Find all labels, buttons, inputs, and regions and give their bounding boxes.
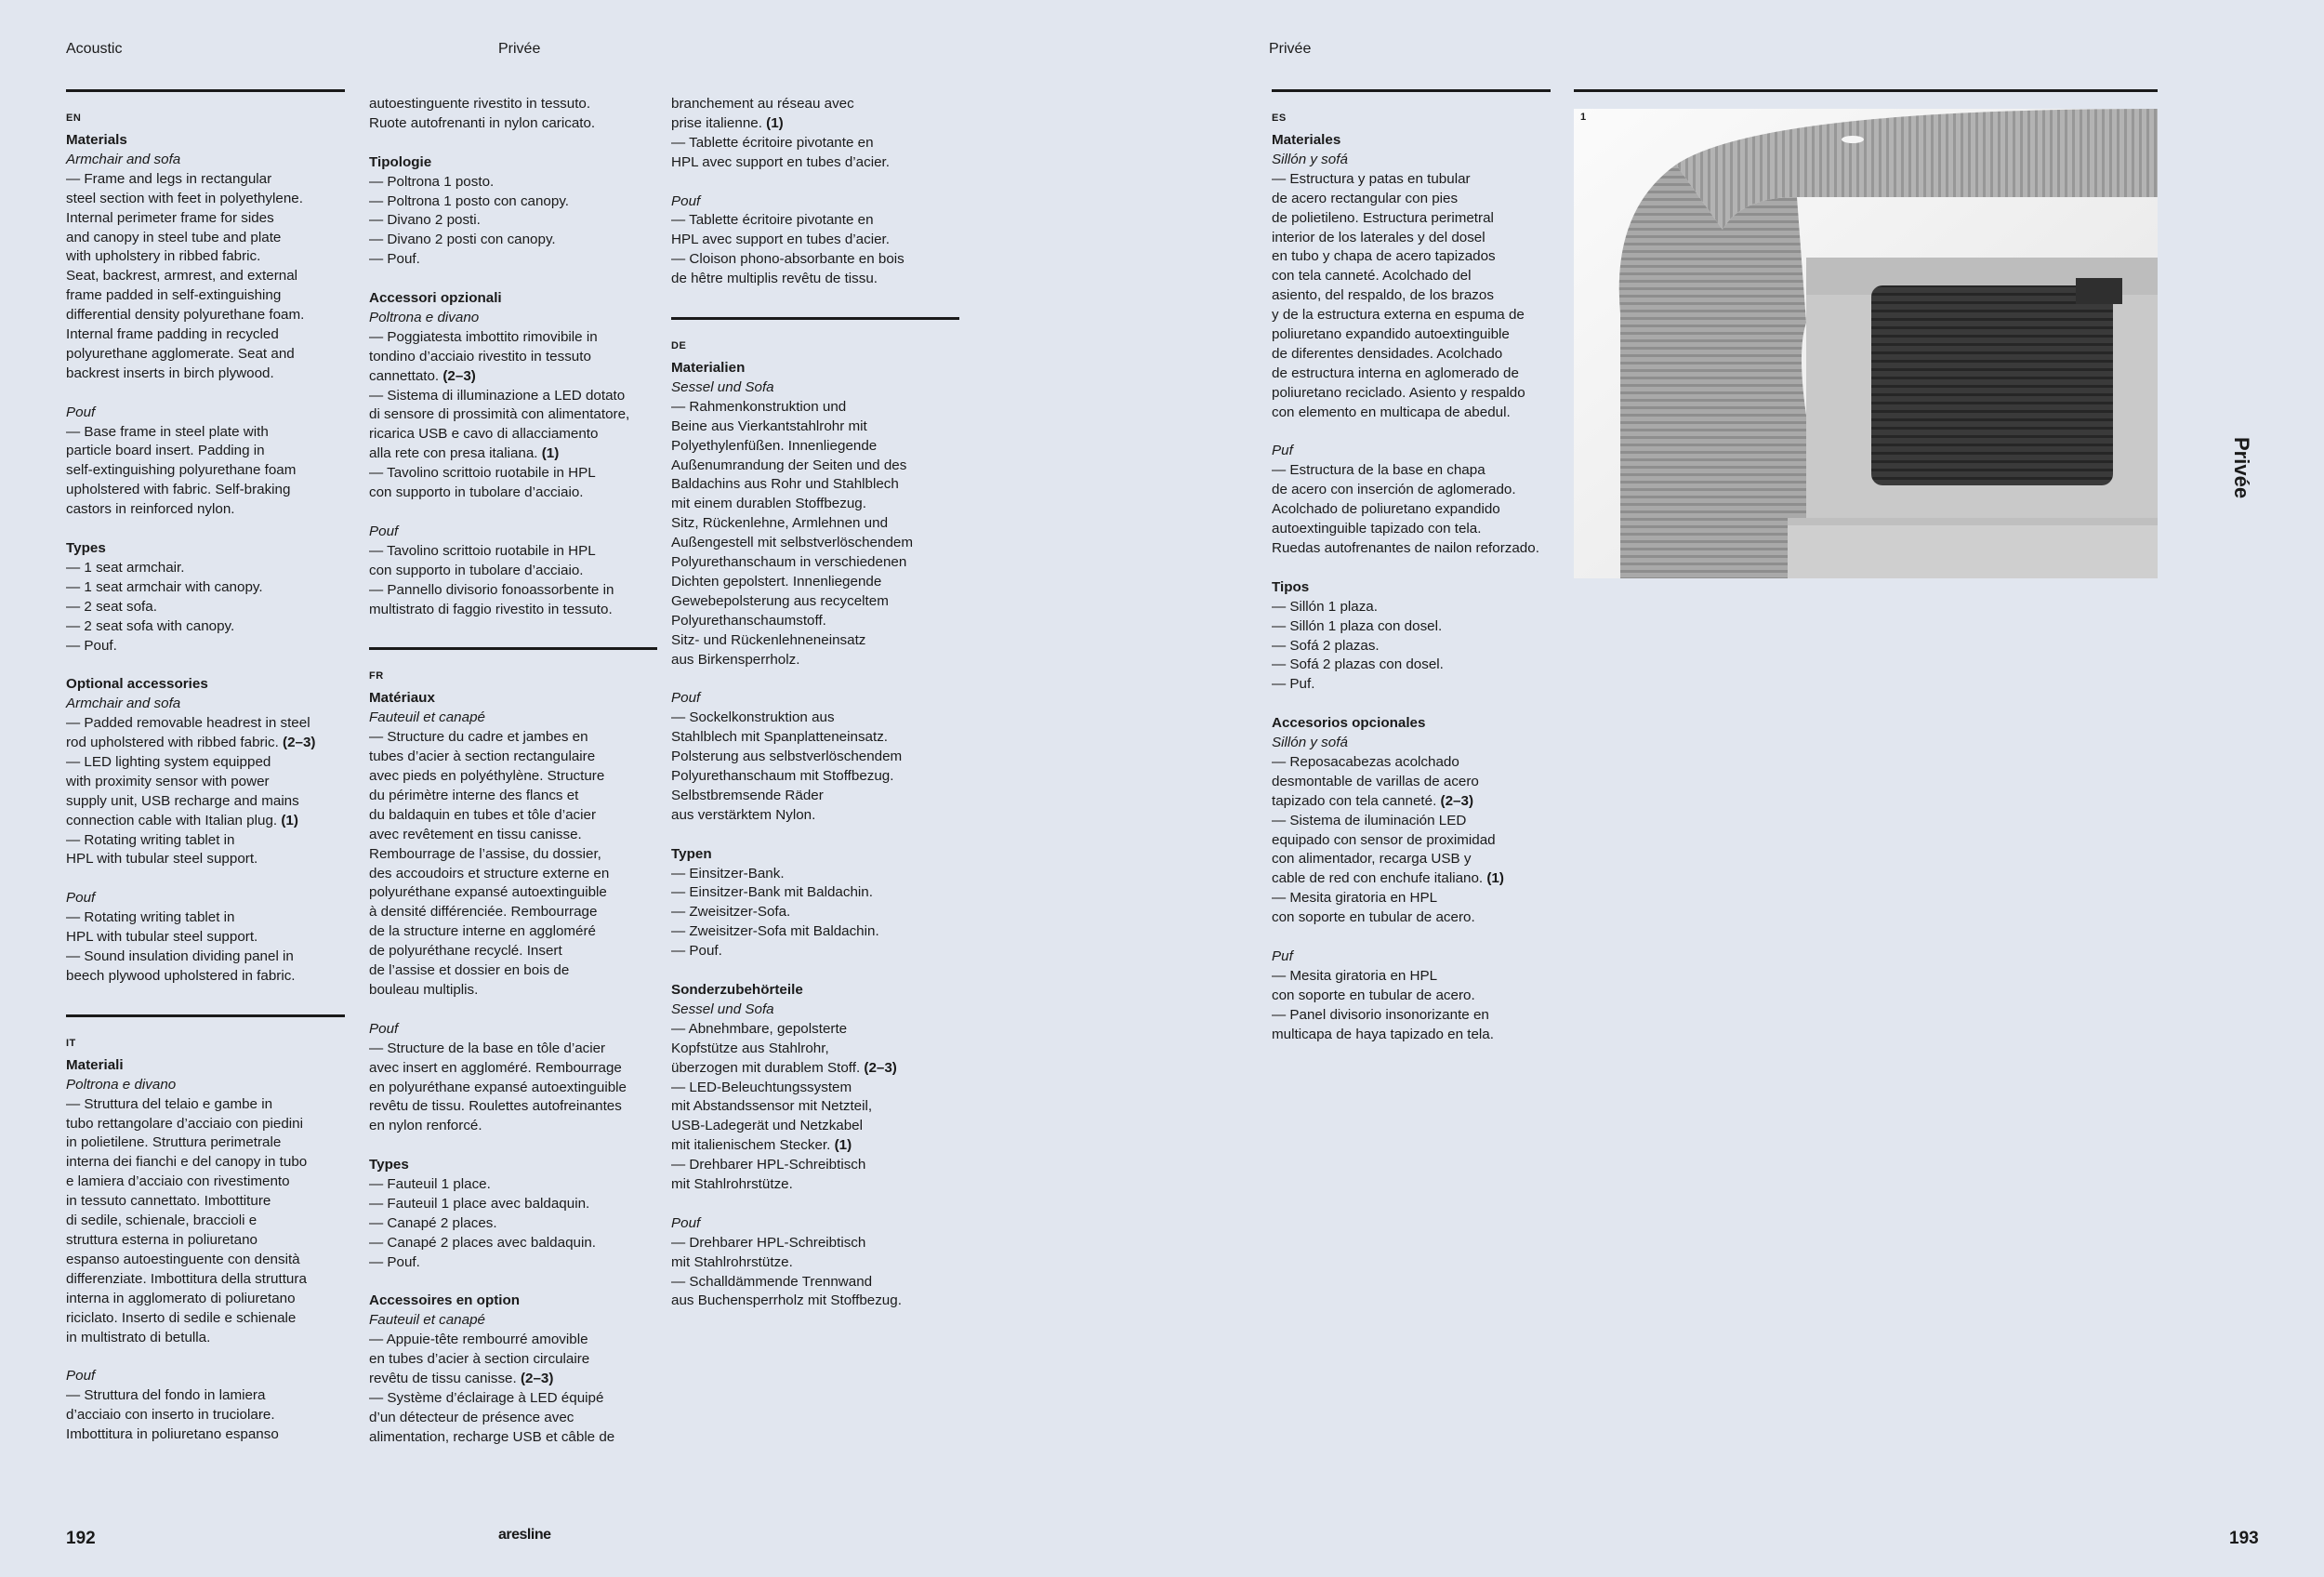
text-line: — Pouf. [369, 1253, 420, 1270]
text-line: en polyuréthane expansé autoextinguible [369, 1079, 627, 1095]
text-line: multistrato di faggio rivestito in tessuto. [369, 601, 613, 617]
text-line: — 1 seat armchair with canopy. [66, 578, 263, 595]
divider [1272, 89, 1551, 92]
text-line: interna dei fianchi e del canopy in tubo [66, 1154, 308, 1171]
it-materials-title: Materiali [66, 1056, 124, 1073]
text-line: de l’assise et dossier en bois de [369, 962, 570, 979]
text-line: in tessuto cannettato. Imbottiture [66, 1193, 271, 1210]
text-line: en nylon renforcé. [369, 1118, 482, 1134]
en-optional-line: rod upholstered with ribbed fabric. (2–3) [66, 735, 316, 751]
page-number-left: 192 [66, 1529, 96, 1548]
it-optional-line: ricarica USB e cavo di allacciamento [369, 426, 599, 443]
de-optional-pouf-lines [671, 1234, 959, 1312]
fr-optional-line: — Système d’éclairage à LED équipé [369, 1390, 604, 1406]
text-line: de polyuréthane recyclé. Insert [369, 943, 562, 960]
en-optional-line: HPL with tubular steel support. [66, 851, 258, 868]
fr-optional-line: alimentation, recharge USB et câble de [369, 1428, 615, 1445]
text-line: and canopy in steel tube and plate [66, 229, 282, 245]
en-optional-pouf-lines [66, 908, 345, 987]
text-line: Stahlblech mit Spanplatteneinsatz. [671, 729, 889, 746]
text-line: — Panel divisorio insonorizante en [1272, 1006, 1489, 1023]
page-title-right: Privée [1269, 41, 1312, 57]
text-line: e lamiera d’acciaio con rivestimento [66, 1173, 290, 1190]
text-line: Gewebepolsterung aus recyceltem [671, 592, 889, 609]
text-line: mit einem durablen Stoffbezug. [671, 496, 866, 512]
figure-number: 1 [1580, 112, 1587, 123]
text-line: — Sofá 2 plazas. [1272, 637, 1380, 654]
text-line: en tubo y chapa de acero tapizados [1272, 248, 1496, 265]
text-line: steel section with feet in polyethylene. [66, 190, 303, 206]
es-optional-line: cable de red con enchufe italiano. (1) [1272, 870, 1504, 887]
text-line: bouleau multiplis. [369, 982, 479, 999]
text-line: du baldaquin en tubes et tôle d’acier [369, 806, 597, 823]
es-optional-line: — Sistema de iluminación LED [1272, 812, 1467, 828]
en-materials-lines [66, 170, 345, 384]
text-line: frame padded in self-extinguishing [66, 287, 282, 304]
brand-logo: aresline [498, 1527, 551, 1543]
fr-continued-line: HPL avec support en tubes d’acier. [671, 153, 890, 170]
it-optional-line: — Tavolino scrittoio ruotabile in HPL [369, 465, 596, 482]
text-line: — Einsitzer-Bank mit Baldachin. [671, 884, 873, 901]
section-label: Acoustic [66, 41, 123, 57]
es-materials-title: Materiales [1272, 132, 1341, 148]
text-line: riciclato. Inserto di sedile e schienale [66, 1309, 297, 1326]
de-optional-line: USB-Ladegerät und Netzkabel [671, 1118, 864, 1134]
es-materials-lines [1272, 170, 1551, 423]
text-line: castors in reinforced nylon. [66, 501, 235, 518]
text-line: Seat, backrest, armrest, and external [66, 268, 298, 285]
text-line: aus Buchensperrholz mit Stoffbezug. [671, 1292, 902, 1309]
text-line: aus verstärktem Nylon. [671, 806, 816, 823]
text-line: — Estructura de la base en chapa [1272, 462, 1486, 479]
fr-optional-line: — Appuie-tête rembourré amovible [369, 1332, 588, 1348]
text-line: — Divano 2 posti. [369, 212, 481, 229]
de-optional-line: mit italienischem Stecker. (1) [671, 1137, 852, 1154]
text-line: particle board insert. Padding in [66, 443, 265, 459]
it-optional-line: — Poggiatesta imbottito rimovibile in [369, 328, 598, 345]
text-line: — Structure de la base en tôle d’acier [369, 1040, 606, 1056]
text-line: Selbstbremsende Räder [671, 787, 824, 803]
fr-types-title: Types [369, 1157, 409, 1173]
text-line: Polyurethanschaum in verschiedenen [671, 554, 907, 571]
text-line: self-extinguishing polyurethane foam [66, 462, 297, 479]
text-line: beech plywood upholstered in fabric. [66, 967, 296, 984]
es-optional-line: — Reposacabezas acolchado [1272, 753, 1459, 770]
divider [66, 89, 345, 92]
text-line: — 1 seat armchair. [66, 559, 185, 576]
it-optional-line: di sensore di prossimità con alimentatore, [369, 406, 630, 423]
text-line: — Zweisitzer-Sofa. [671, 904, 791, 921]
en-optional-line: — LED lighting system equipped [66, 753, 271, 770]
de-optional-line: — Abnehmbare, gepolsterte [671, 1020, 848, 1037]
es-pouf-subtitle: Puf [1272, 443, 1293, 459]
it-materials-lines [66, 1095, 345, 1348]
text-line: Polyurethanschaum mit Stoffbezug. [671, 768, 894, 785]
text-line: Ruedas autofrenantes de nailon reforzado. [1272, 540, 1539, 557]
it-materials-subtitle: Poltrona e divano [66, 1076, 177, 1093]
en-optional-line: with proximity sensor with power [66, 773, 270, 789]
text-line: — Fauteuil 1 place. [369, 1176, 491, 1193]
lang-tag-fr: FR [369, 670, 384, 682]
text-line: in multistrato di betulla. [66, 1329, 211, 1345]
text-line: — Struttura del fondo in lamiera [66, 1387, 266, 1404]
text-line: de acero con inserción de aglomerado. [1272, 482, 1516, 498]
text-line: — 2 seat sofa with canopy. [66, 617, 235, 634]
it-optional-line: — Sistema di illuminazione a LED dotato [369, 387, 626, 404]
it-optional-line: alla rete con presa italiana. (1) [369, 445, 560, 462]
text-line: tubo rettangolare d’acciaio con piedini [66, 1115, 303, 1132]
fr-continued-line: prise italienne. (1) [671, 114, 784, 131]
text-line: — Structure du cadre et jambes en [369, 729, 588, 746]
text-line: interna in agglomerato di poliuretano [66, 1290, 296, 1306]
fr-optional-title: Accessoires en option [369, 1292, 521, 1309]
text-line: — Tablette écritoire pivotante en [671, 212, 874, 229]
fr-optional-line: revêtu de tissu canisse. (2–3) [369, 1371, 554, 1387]
text-line: multicapa de haya tapizado en tela. [1272, 1026, 1494, 1042]
text-line: — Sillón 1 plaza. [1272, 598, 1378, 615]
text-line: interior de los laterales y del dosel [1272, 229, 1486, 245]
en-pouf-subtitle: Pouf [66, 404, 96, 420]
text-line: Acolchado de poliuretano expandido [1272, 501, 1500, 518]
en-types-title: Types [66, 540, 106, 556]
text-line: aus Birkensperrholz. [671, 651, 800, 668]
text-line: revêtu de tissu. Roulettes autofreinantes [369, 1098, 622, 1115]
text-line: Polyurethanschaumstoff. [671, 612, 826, 629]
text-line: Imbottitura in poliuretano espanso [66, 1426, 279, 1443]
figure-ref: (2–3) [864, 1059, 897, 1076]
en-pouf-lines [66, 423, 345, 521]
text-line: — Mesita giratoria en HPL [1272, 967, 1438, 984]
figure-ref: (1) [541, 445, 560, 462]
fr-types-lines [369, 1175, 657, 1273]
de-types-title: Typen [671, 845, 712, 862]
es-optional-line: tapizado con tela canneté. (2–3) [1272, 792, 1474, 809]
text-line: asiento, del respaldo, de los brazos [1272, 287, 1494, 304]
fr-optional-line: en tubes d’acier à section circulaire [369, 1351, 590, 1368]
it-types-lines [369, 173, 657, 271]
de-materials-title: Materialien [671, 360, 746, 377]
text-line: in polietilene. Struttura perimetrale [66, 1134, 282, 1151]
es-optional-title: Accesorios opcionales [1272, 715, 1426, 732]
text-line: — Cloison phono-absorbante en bois [671, 251, 905, 268]
de-optional-line: mit Abstandssensor mit Netzteil, [671, 1098, 873, 1115]
text-line: upholstered with fabric. Self-braking [66, 482, 291, 498]
en-optional-line: — Rotating writing tablet in [66, 831, 235, 848]
en-optional-subtitle: Armchair and sofa [66, 696, 181, 712]
page-number-right: 193 [2229, 1529, 2259, 1548]
column-1 [66, 89, 345, 1445]
en-optional-line: supply unit, USB recharge and mains [66, 792, 299, 809]
de-materials-subtitle: Sessel und Sofa [671, 378, 774, 395]
column-4 [1272, 89, 1551, 1045]
es-pouf-lines [1272, 461, 1551, 559]
text-line: mit Stahlrohrstütze. [671, 1253, 793, 1270]
text-line: autoestinguente rivestito in tessuto. [369, 96, 591, 112]
text-line: Dichten gepolstert. Innenliegende [671, 574, 882, 590]
en-optional-line: connection cable with Italian plug. (1) [66, 812, 298, 828]
it-optional-line: con supporto in tubolare d’acciaio. [369, 484, 584, 501]
text-line: de hêtre multiplis revêtu de tissu. [671, 271, 878, 287]
de-pouf-lines [671, 709, 959, 825]
photo-top-rule [1574, 89, 2158, 92]
text-line: — Sillón 1 plaza con dosel. [1272, 617, 1443, 634]
figure-ref: (2–3) [283, 735, 316, 751]
en-optional-pouf-subtitle: Pouf [66, 890, 96, 907]
de-optional-line: mit Stahlrohrstütze. [671, 1176, 793, 1193]
en-materials-subtitle: Armchair and sofa [66, 151, 181, 167]
text-line: — Frame and legs in rectangular [66, 170, 272, 187]
es-optional-pouf-subtitle: Puf [1272, 948, 1293, 964]
vertical-section-title: Privée [2230, 437, 2253, 499]
text-line: struttura esterna in poliuretano [66, 1231, 257, 1248]
fr-materials-lines [369, 728, 657, 1001]
text-line: y de la estructura externa en espuma de [1272, 307, 1525, 324]
fr-materials-subtitle: Fauteuil et canapé [369, 709, 485, 726]
booth-photo-illustration [1574, 109, 2158, 578]
text-line: — Schalldämmende Trennwand [671, 1273, 873, 1290]
text-line: Polyethylenfüßen. Innenliegende [671, 437, 878, 454]
text-line: de polietileno. Estructura perimetral [1272, 209, 1494, 226]
text-line: Sitz- und Rückenlehneneinsatz [671, 631, 866, 648]
text-line: con soporte en tubular de acero. [1272, 987, 1475, 1003]
text-line: du périmètre interne des flancs et [369, 787, 579, 803]
text-line: differential density polyurethane foam. [66, 307, 305, 324]
text-line: Außengestell mit selbstverlöschendem [671, 535, 913, 551]
divider [369, 647, 657, 650]
es-types-title: Tipos [1272, 578, 1310, 595]
figure-ref: (2–3) [520, 1371, 554, 1387]
column-2 [369, 95, 657, 1448]
text-line: — Pannello divisorio fonoassorbente in [369, 581, 614, 598]
it-optional-subtitle: Poltrona e divano [369, 309, 480, 325]
it-types-title: Tipologie [369, 153, 432, 170]
text-line: — Rotating writing tablet in [66, 909, 235, 926]
text-line: con supporto in tubolare d’acciaio. [369, 562, 584, 578]
de-materials-lines [671, 398, 959, 670]
de-optional-line: — LED-Beleuchtungssystem [671, 1079, 852, 1095]
de-types-lines [671, 865, 959, 962]
text-line: — Einsitzer-Bank. [671, 865, 785, 881]
text-line: polyuréthane expansé autoextinguible [369, 884, 607, 901]
text-line: — Canapé 2 places. [369, 1214, 497, 1231]
it-optional-line: tondino d’acciaio rivestito in tessuto [369, 348, 591, 364]
fr-pouf-subtitle: Pouf [369, 1020, 399, 1037]
text-line: — Base frame in steel plate with [66, 423, 269, 440]
it-continued-lines [369, 95, 657, 134]
text-line: avec insert en aggloméré. Rembourrage [369, 1059, 622, 1076]
figure-ref: (1) [834, 1137, 852, 1154]
fr-optional-subtitle: Fauteuil et canapé [369, 1312, 485, 1329]
text-line: — Pouf. [66, 637, 117, 654]
text-line: Sitz, Rückenlehne, Armlehnen und [671, 515, 889, 532]
text-line: — Pouf. [369, 251, 420, 268]
text-line: à densité différenciée. Rembourrage [369, 904, 598, 921]
text-line: Ruote autofrenanti in nylon caricato. [369, 114, 596, 131]
text-line: — Pouf. [671, 943, 722, 960]
text-line: — Puf. [1272, 676, 1315, 693]
it-optional-pouf-subtitle: Pouf [369, 523, 399, 539]
divider [671, 317, 959, 320]
figure-ref: (2–3) [1440, 792, 1474, 809]
text-line: HPL with tubular steel support. [66, 929, 258, 946]
text-line: autoextinguible tapizado con tela. [1272, 521, 1482, 537]
fr-pouf-lines [369, 1040, 657, 1137]
text-line: HPL avec support en tubes d’acier. [671, 232, 890, 248]
it-optional-line: cannettato. (2–3) [369, 367, 476, 384]
lang-tag-en: EN [66, 113, 82, 124]
text-line: de estructura interna en aglomerado de [1272, 364, 1519, 381]
de-optional-title: Sonderzubehörteile [671, 982, 803, 998]
text-line: de acero rectangular con pies [1272, 190, 1459, 206]
text-line: espanso autoestinguente con densità [66, 1251, 300, 1267]
text-line: Rembourrage de l’assise, du dossier, [369, 845, 601, 862]
text-line: di sedile, schienale, braccioli e [66, 1213, 257, 1229]
es-optional-subtitle: Sillón y sofá [1272, 735, 1348, 751]
figure-ref: (2–3) [442, 367, 476, 384]
text-line: — Sockelkonstruktion aus [671, 709, 835, 726]
it-optional-pouf-lines [369, 542, 657, 620]
text-line: poliuretano reciclado. Asiento y respaldo [1272, 384, 1525, 401]
text-line: — 2 seat sofa. [66, 598, 157, 615]
text-line: avec pieds en polyéthylène. Structure [369, 768, 605, 785]
text-line: — Sound insulation dividing panel in [66, 948, 294, 964]
text-line: — Fauteuil 1 place avec baldaquin. [369, 1195, 590, 1212]
text-line: — Estructura y patas en tubular [1272, 170, 1471, 187]
text-line: — Drehbarer HPL-Schreibtisch [671, 1234, 866, 1251]
it-pouf-subtitle: Pouf [66, 1368, 96, 1385]
fr-optional-pouf-subtitle: Pouf [671, 192, 701, 209]
text-line: avec revêtement en tissu canisse. [369, 826, 582, 842]
column-3 [671, 95, 959, 1311]
text-line: Beine aus Vierkantstahlrohr mit [671, 417, 867, 434]
fr-materials-title: Matériaux [369, 690, 435, 707]
figure-ref: (1) [281, 812, 298, 828]
de-optional-line: — Drehbarer HPL-Schreibtisch [671, 1157, 866, 1173]
lang-tag-es: ES [1272, 113, 1287, 124]
es-optional-line: con soporte en tubular de acero. [1272, 909, 1475, 926]
text-line: with upholstery in ribbed fabric. [66, 248, 261, 265]
text-line: — Poltrona 1 posto con canopy. [369, 192, 570, 209]
es-types-lines [1272, 598, 1551, 696]
text-line: des accoudoirs et structure externe en [369, 865, 610, 881]
de-optional-line: überzogen mit durablem Stoff. (2–3) [671, 1059, 897, 1076]
page-title-left: Privée [498, 41, 541, 57]
text-line: polyurethane agglomerate. Seat and [66, 345, 295, 362]
fr-optional-line: d’un détecteur de présence avec [369, 1409, 574, 1425]
es-optional-pouf-lines [1272, 967, 1551, 1045]
text-line: Außenumrandung der Seiten und des [671, 457, 907, 473]
text-line: poliuretano expandido autoextinguible [1272, 326, 1510, 343]
de-pouf-subtitle: Pouf [671, 690, 701, 707]
text-line: — Rahmenkonstruktion und [671, 398, 847, 415]
text-line: — Tavolino scrittoio ruotabile in HPL [369, 542, 596, 559]
en-optional-title: Optional accessories [66, 676, 208, 693]
divider [66, 1014, 345, 1017]
text-line: con tela canneté. Acolchado del [1272, 268, 1472, 285]
en-optional-line: — Padded removable headrest in steel [66, 715, 310, 732]
text-line: differenziate. Imbottitura della struttura [66, 1270, 307, 1287]
text-line: tubes d’acier à section rectangulaire [369, 749, 596, 765]
es-optional-line: desmontable de varillas de acero [1272, 773, 1479, 789]
text-line: Internal frame padding in recycled [66, 326, 279, 343]
it-optional-title: Accessori opzionali [369, 290, 502, 307]
text-line: — Canapé 2 places avec baldaquin. [369, 1234, 597, 1251]
product-photo [1574, 109, 2158, 578]
text-line: d’acciaio con inserto in truciolare. [66, 1407, 275, 1424]
text-line: de la structure interne en aggloméré [369, 923, 596, 940]
text-line: Internal perimeter frame for sides [66, 209, 274, 226]
text-line: de diferentes densidades. Acolchado [1272, 345, 1503, 362]
figure-ref: (1) [1486, 870, 1504, 887]
es-materials-subtitle: Sillón y sofá [1272, 151, 1348, 167]
text-line: — Zweisitzer-Sofa mit Baldachin. [671, 923, 879, 940]
lang-tag-de: DE [671, 340, 687, 352]
text-line: Polsterung aus selbstverlöschendem [671, 749, 903, 765]
de-optional-subtitle: Sessel und Sofa [671, 1001, 774, 1017]
text-line: backrest inserts in birch plywood. [66, 364, 274, 381]
lang-tag-it: IT [66, 1037, 76, 1049]
en-types-lines [66, 559, 345, 656]
text-line: Baldachins aus Rohr und Stahlblech [671, 476, 899, 493]
es-optional-line: — Mesita giratoria en HPL [1272, 890, 1438, 907]
it-pouf-lines [66, 1386, 345, 1445]
es-optional-line: con alimentador, recarga USB y [1272, 851, 1472, 868]
text-line: — Struttura del telaio e gambe in [66, 1095, 273, 1112]
text-line: — Sofá 2 plazas con dosel. [1272, 656, 1444, 673]
text-line: — Divano 2 posti con canopy. [369, 232, 556, 248]
text-line: con elemento en multicapa de abedul. [1272, 404, 1511, 420]
fr-continued-line: branchement au réseau avec [671, 96, 854, 112]
figure-ref: (1) [766, 114, 784, 131]
en-materials-title: Materials [66, 132, 127, 148]
es-optional-line: equipado con sensor de proximidad [1272, 831, 1496, 848]
de-optional-line: Kopfstütze aus Stahlrohr, [671, 1040, 829, 1056]
text-line: — Poltrona 1 posto. [369, 173, 495, 190]
fr-optional-pouf-lines [671, 211, 959, 289]
fr-continued-line: — Tablette écritoire pivotante en [671, 134, 874, 151]
de-optional-pouf-subtitle: Pouf [671, 1214, 701, 1231]
